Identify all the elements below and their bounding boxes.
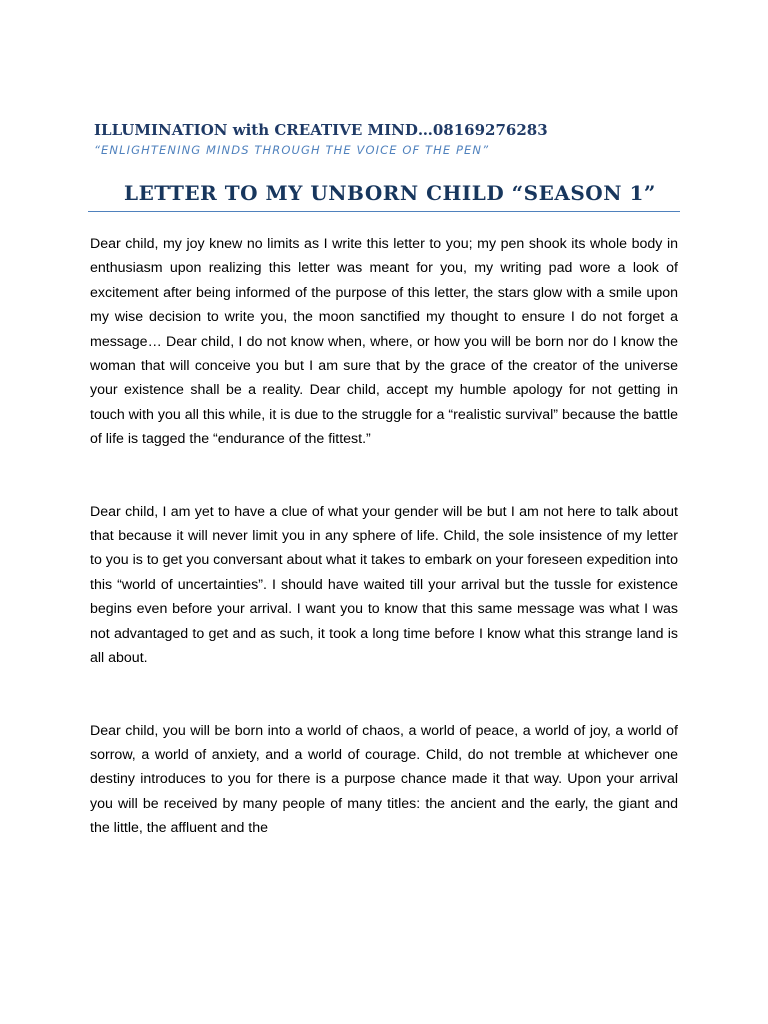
letter-body: [90, 232, 678, 841]
brand-line: ILLUMINATION with CREATIVE MIND…08169276283: [94, 121, 548, 139]
paragraph-2: Dear child, I am yet to have a clue of what your gender will be but I am not here to talk about that because it will never limit you in any sphere of life. Child, the sole insistence of my letter to you is to get you conversant about what it takes to embark on your foreseen expedition into this “world of uncertainties”. I should have waited till your arrival but the tussle for existence begins even before your arrival. I want you to know that this same message was what I was not advantaged to get and as such, it took a long time before I know what this strange land is all about.: [90, 503, 678, 667]
document-title: LETTER TO MY UNBORN CHILD “SEASON 1”: [124, 181, 656, 205]
document-header: [94, 120, 694, 158]
tagline: “ENLIGHTENING MINDS THROUGH THE VOICE OF THE PEN”: [94, 143, 490, 157]
paragraph-3: Dear child, you will be born into a world of chaos, a world of peace, a world of joy, a world of sorrow, a world of anxiety, and a world of courage. Child, do not tremble at whichever one destiny introduces to you for there is a purpose chance made it that way. Upon your arrival you will be received by many people of many titles: the ancient and the early, the giant and the little, the affluent and the: [90, 722, 678, 837]
title-underline-rule: [88, 211, 680, 212]
paragraph-1: Dear child, my joy knew no limits as I write this letter to you; my pen shook its whole body in enthusiasm upon realizing this letter was meant for you, my writing pad wore a look of excitement after being informed of the purpose of this letter, the stars glow with a smile upon my wise decision to write you, the moon sanctified my thought to ensure I do not forget a message… Dear child, I do not know when, where, or how you will be born nor do I know the woman that will conceive you but I am sure that by the grace of the creator of the universe your existence shall be a reality. Dear child, accept my humble apology for not getting in touch with you all this while, it is due to the struggle for a “realistic survival” because the battle of life is tagged the “endurance of the fittest.”: [90, 236, 678, 448]
